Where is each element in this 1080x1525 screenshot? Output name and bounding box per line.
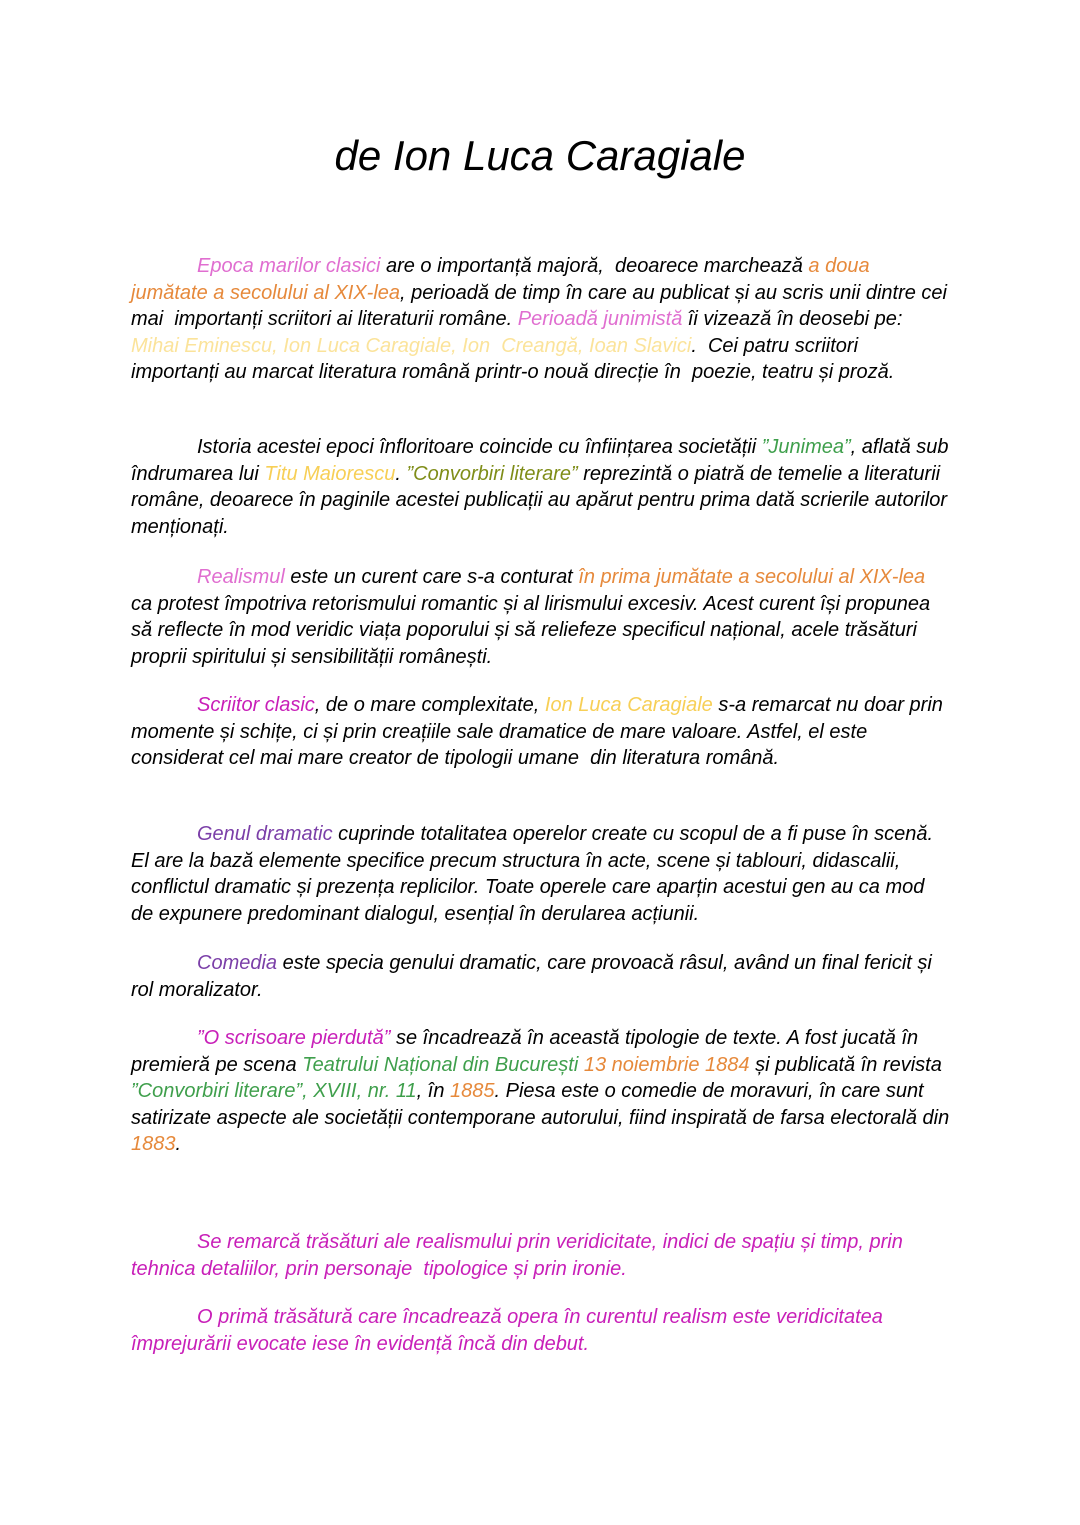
text-segment: 1885 bbox=[450, 1080, 495, 1103]
text-segment: îi vizează în deosebi pe: bbox=[682, 308, 909, 331]
text-segment: . Piesa este o comedie de moravuri, în care sunt satirizate aspecte ale societății contemporane autorului, fiind inspirată de farsa electorală din bbox=[131, 1080, 955, 1129]
text-segment: Istoria acestei epoci înfloritoare coincide cu înființarea societății bbox=[197, 436, 762, 458]
text-segment: Ion Luca Caragiale bbox=[544, 694, 713, 716]
text-segment: în prima jumătate a secolului al XIX-lea bbox=[578, 566, 926, 588]
paragraph-scrisoare-pierduta bbox=[131, 1025, 955, 1158]
text-segment: . Cei patru scriitori importanți au marcat literatura română printr-o nouă direcție în poezie, teatru și proză. bbox=[131, 334, 895, 384]
paragraph-trasaturi-realism bbox=[131, 1229, 951, 1282]
document-title: de Ion Luca Caragiale bbox=[334, 132, 746, 179]
text-segment: ca protest împotriva retorismului romantic și al lirismului excesiv. Acest curent își propunea să reflecte în mod veridic viața poporului și să reliefeze specificul național, acele trăsături proprii spiritului și sensibilității românești. bbox=[131, 566, 936, 668]
text-segment: 13 noiembrie 1884 bbox=[583, 1053, 750, 1076]
paragraph-epoca-clasici bbox=[131, 253, 951, 386]
text-segment: 1883 bbox=[131, 1133, 176, 1156]
paragraph-junimea bbox=[131, 434, 959, 540]
text-segment: Scriitor clasic bbox=[197, 694, 315, 716]
text-segment: Epoca marilor clasici bbox=[197, 255, 381, 277]
text-segment: ”O scrisoare pierdută” bbox=[197, 1027, 391, 1049]
text-segment: , aflată sub îndrumarea lui bbox=[131, 436, 955, 485]
text-segment: reprezintă o piatră de temelie a literaturii române, deoarece în paginile acestei publicații au apărut pentru prima dată scrierile autorilor menționați. bbox=[131, 462, 959, 538]
text-segment: Titu Maiorescu bbox=[264, 462, 396, 485]
paragraph-comedia bbox=[131, 950, 951, 1003]
text-segment: este un curent care s-a conturat bbox=[284, 566, 579, 588]
text-segment: Teatrului Național din București bbox=[302, 1053, 579, 1076]
text-segment: a doua jumătate a secolului al XIX-lea bbox=[131, 255, 876, 304]
text-segment: Mihai Eminescu, Ion Luca Caragiale, Ion Creangă, Ioan Slavici bbox=[131, 334, 692, 357]
text-segment: Genul dramatic bbox=[197, 823, 333, 845]
paragraph-prima-trasatura bbox=[131, 1304, 951, 1357]
text-segment: Comedia bbox=[197, 952, 278, 974]
text-segment: ”Convorbiri literare” bbox=[406, 462, 578, 485]
text-segment: și publicată în revista bbox=[749, 1053, 948, 1076]
text-segment: , de o mare complexitate, bbox=[314, 694, 545, 716]
paragraph-genul-dramatic bbox=[131, 821, 951, 927]
text-segment: are o importanță majoră, deoarece marchează bbox=[380, 255, 809, 277]
text-segment: O primă trăsătură care încadrează opera în curentul realism este veridicitatea împrejurării evocate iese în evidență încă din debut. bbox=[131, 1306, 889, 1355]
text-segment: , perioadă de timp în care au publicat și au scris unii dintre cei mai importanți scriitori ai literaturii române. bbox=[131, 281, 953, 331]
text-segment: Perioadă junimistă bbox=[517, 308, 683, 331]
text-segment: se încadrează în această tipologie de texte. A fost jucată în premieră pe scena bbox=[131, 1027, 924, 1076]
paragraph-realismul bbox=[131, 564, 951, 670]
text-segment: . bbox=[395, 462, 407, 485]
text-segment: . bbox=[175, 1133, 182, 1156]
text-segment: este specia genului dramatic, care provoacă râsul, având un final fericit și rol moralizator. bbox=[131, 952, 938, 1001]
text-segment: , în bbox=[416, 1080, 451, 1103]
text-segment: cuprinde totalitatea operelor create cu scopul de a fi puse în scenă. El are la bază elemente specifice precum structura în acte, scene și tablouri, didascalii, conflictul dramatic și prezența replicilor. Toate operele care aparțin acestui gen au ca mod de expunere predominant dialogul, esențial în derularea acțiunii. bbox=[131, 823, 939, 925]
text-segment: Se remarcă trăsături ale realismului prin veridicitate, indici de spațiu și timp, prin tehnica detaliilor, prin personaje tipologice și prin ironie. bbox=[131, 1231, 909, 1280]
paragraph-scriitor-clasic bbox=[131, 692, 951, 772]
text-segment: s-a remarcat nu doar prin momente și schițe, ci și prin creațiile sale dramatice de mare valoare. Astfel, el este considerat cel mai mare creator de tipologii umane din literatura română. bbox=[131, 694, 949, 770]
text-segment: ”Junimea” bbox=[761, 436, 851, 458]
text-segment: Realismul bbox=[197, 566, 285, 588]
text-segment: ”Convorbiri literare”, XVIII, nr. 11 bbox=[131, 1080, 417, 1103]
